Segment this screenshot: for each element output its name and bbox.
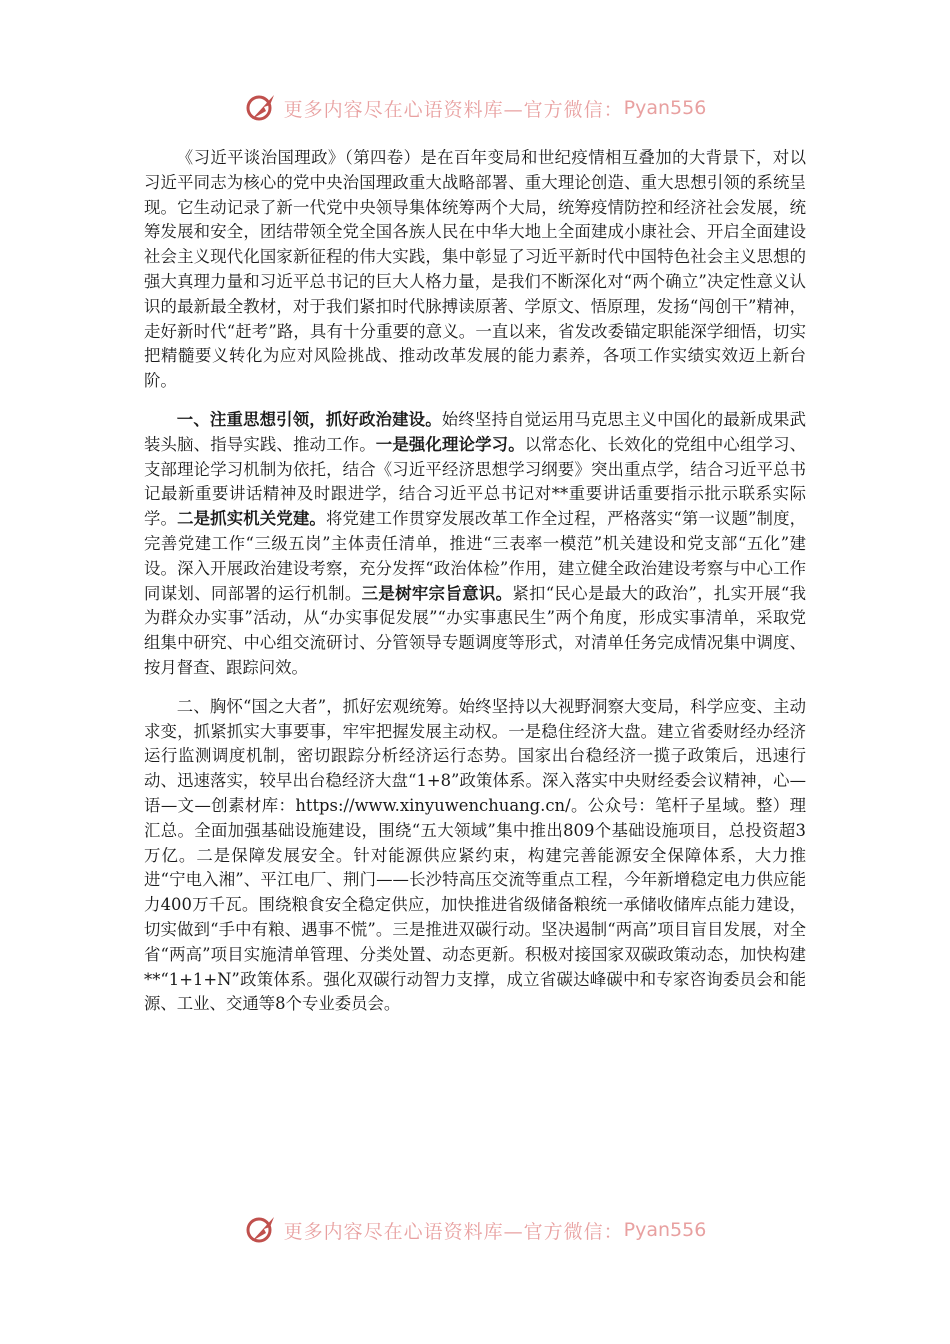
- section-one-text-1: 始终坚持自觉运用马克思主义中国化的最新成果武装头脑、指导实践、推动工作。: [144, 409, 806, 454]
- feather-logo-icon: [244, 1213, 278, 1247]
- section-one-point-3: 三是树牢宗旨意识。: [361, 583, 513, 603]
- watermark-text: 更多内容尽在心语资料库—官方微信：: [283, 1220, 624, 1243]
- section-one-text-3: 将党建工作贯穿发展改革工作全过程，严格落实“第一议题”制度，完善党建工作“三级五岗”主体责任清单，推进“三表率一模范”机关建设和党支部“五化”建设。深入开展政治建设考察，充分发挥“政治体检”作用，建立健全政治建设考察与中心工作同谋划、同部署的运行机制。: [144, 509, 807, 603]
- section-one-point-2: 二是抓实机关党建。: [177, 509, 326, 529]
- paragraph-section-two: 二、胸怀“国之大者”，抓好宏观统筹。始终坚持以大视野洞察大变局，科学应变、主动求变，抓紧抓实大事要事，牢牢把握发展主动权。一是稳住经济大盘。建立省委财经办经济运行监测调度机制，密切跟踪分析经济运行态势。国家出台稳经济一揽子政策后，迅速行动、迅速落实，较早出台稳经济大盘“1+8”政策体系。深入落实中央财经委会议精神，心—语—文—创素材库：https://www.xinyuwenchuang.cn/。公众号：笔杆子星域。整）理汇总。全面加强基础设施建设，围绕“五大领域”集中推出809个基础设施项目，总投资超3万亿。二是保障发展安全。针对能源供应紧约束，构建完善能源安全保障体系，大力推进“宁电入湘”、平江电厂、荆门——长沙特高压交流等重点工程，今年新增稳定电力供应能力400万千瓦。围绕粮食安全稳定供应，加快推进省级储备粮统一承储收储库点能力建设，切实做到“手中有粮、遇事不慌”。三是推进双碳行动。坚决遏制“两高”项目盲目发展，对全省“两高”项目实施清单管理、分类处置、动态更新。积极对接国家双碳政策动态，加快构建**“1+1+N”政策体系。强化双碳行动智力支撑，成立省碳达峰碳中和专家咨询委员会和能源、工业、交通等8个专业委员会。: [144, 696, 806, 1014]
- document-body: [144, 146, 806, 1031]
- section-one-point-1: 一是强化理论学习。: [375, 434, 525, 454]
- paragraph-section-one: [144, 408, 806, 681]
- feather-logo-icon: [244, 91, 278, 125]
- section-one-heading: 一、注重思想引领，抓好政治建设。: [176, 409, 442, 429]
- section-one-text-4: 紧扣“民心是最大的政治”，扎实开展“我为群众办实事”活动，从“办实事促发展”“办实事惠民生”两个角度，形成实事清单，采取党组集中研究、中心组交流研讨、分管领导专题调度等形式，对清单任务完成情况集中调度、按月督查、跟踪问效。: [144, 583, 807, 677]
- section-one-text-2: 以常态化、长效化的党组中心组学习、支部理论学习机制为依托，结合《习近平经济思想学习纲要》突出重点学，结合习近平总书记最新重要讲话精神及时跟进学，结合习近平总书记对**重要讲话重要指示批示联系实际学。: [144, 434, 807, 529]
- footer-watermark: [0, 1210, 950, 1250]
- header-watermark: [0, 88, 950, 128]
- watermark-id: Pyan556: [623, 1219, 707, 1241]
- paragraph-intro: 《习近平谈治国理政》（第四卷）是在百年变局和世纪疫情相互叠加的大背景下，对以习近平同志为核心的党中央治国理政重大战略部署、重大理论创造、重大思想引领的系统呈现。它生动记录了新一代党中央领导集体统筹两个大局，统筹疫情防控和经济社会发展，统筹发展和安全，团结带领全党全国各族人民在中华大地上全面建成小康社会、开启全面建设社会主义现代化国家新征程的伟大实践，集中彰显了习近平新时代中国特色社会主义思想的强大真理力量和习近平总书记的巨大人格力量，是我们不断深化对“两个确立”决定性意义认识的最新最全教材，对于我们紧扣时代脉搏读原著、学原文、悟原理，发扬“闯创干”精神，走好新时代“赶考”路，具有十分重要的意义。一直以来，省发改委锚定职能深学细悟，切实把精髓要义转化为应对风险挑战、推动改革发展的能力素养，各项工作实绩实效迈上新台阶。: [144, 148, 806, 391]
- watermark-text: 更多内容尽在心语资料库—官方微信：: [283, 98, 624, 121]
- watermark-id: Pyan556: [623, 97, 707, 119]
